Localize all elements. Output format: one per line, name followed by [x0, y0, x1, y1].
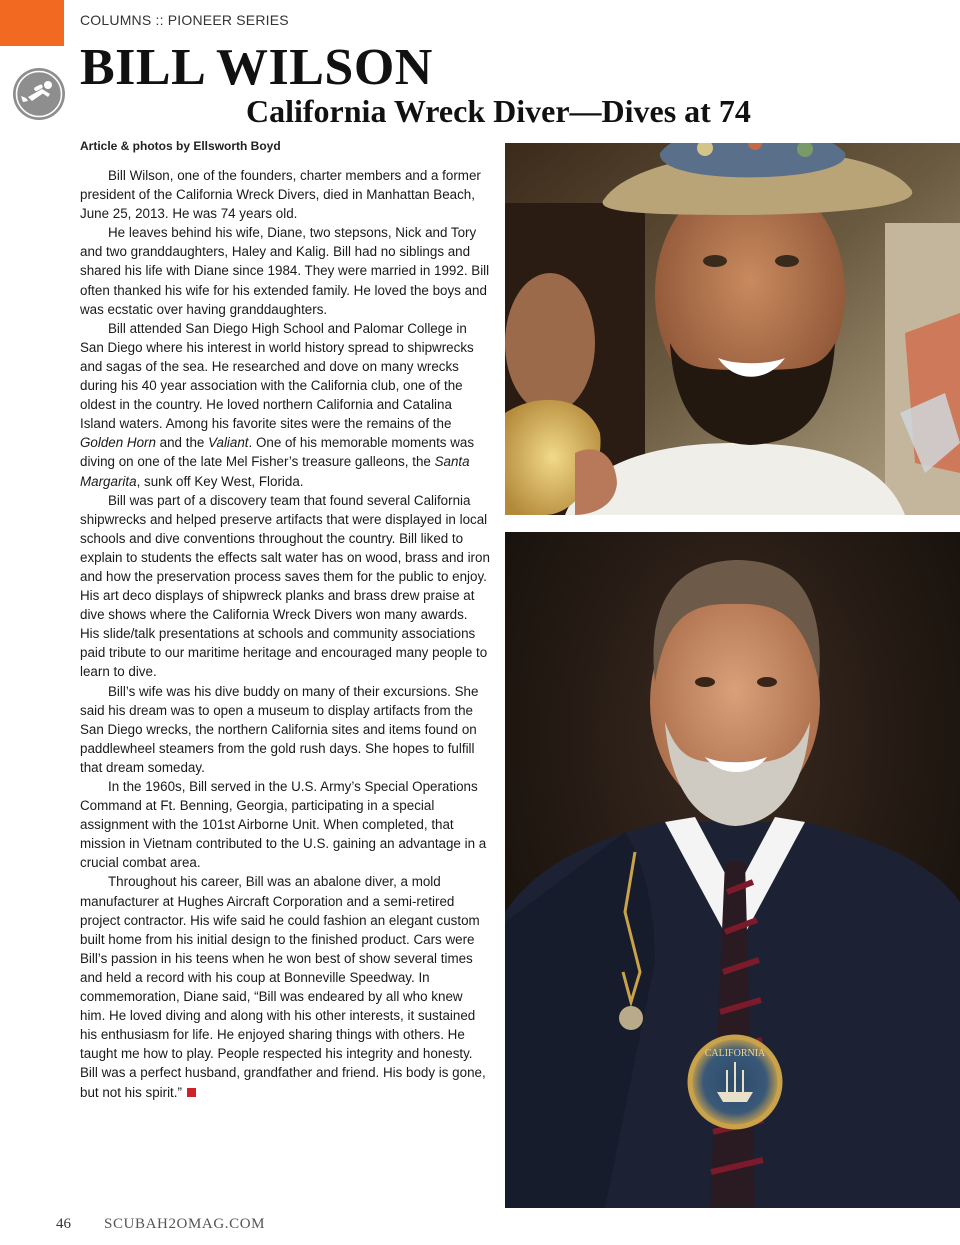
page-number: 46 [56, 1216, 71, 1232]
end-of-article-mark [187, 1088, 196, 1097]
paragraph-6: In the 1960s, Bill served in the U.S. Army’s Special Operations Command at Ft. Benning, Georgia, participating in a special assignment with the 101st Airborne Unit. When completed, that mission in Vietnam contributed to the U.S. gaining an advantage in a crucial combat area. [80, 779, 487, 871]
photo-bill-wilson-blazer [505, 532, 960, 1208]
paragraph-1: Bill Wilson, one of the founders, charter members and a former president of the California Wreck Divers, died in Manhattan Beach, June 25, 2013. He was 74 years old. [80, 168, 481, 222]
santa-margarita-title: Santa Margarita [80, 454, 470, 489]
golden-horn-title: Golden Horn [80, 435, 156, 451]
paragraph-5: Bill’s wife was his dive buddy on many of their excursions. She said his dream was to open a museum to display artifacts from the San Diego wrecks, the northern California sites and items found on paddlewheel steamers from the gold rush days. She hopes to fulfill that dream someday. [80, 683, 479, 775]
article-title: BILL WILSON [80, 39, 433, 96]
paragraph-3: Bill attended San Diego High School and Palomar College in San Diego where his interest in world history spread to shipwrecks and sagas of the sea. He researched and dove on many wrecks during his 40 year association with the California club, one of the oldest in the country. He loved northern California and Catalina Island waters. Among his favorite sites were the remains of the Golden Horn and the Valiant. One of his memorable moments was diving on one of the late Mel Fisher’s treasure galleons, the Santa Margarita, sunk off Key West, Florida. [80, 320, 475, 489]
paragraph-7: Throughout his career, Bill was an abalone diver, a mold manufacturer at Hughes Aircraft Corporation and a semi-retired project contractor. His wife said he could fashion an elegant custom built home from his initial design to the finished product. Cars were Bill’s passion in his teens when he won best of show several times and held a record with his coup at Bonneville Speedway. In commemoration, Diane said, “Bill was endeared by all who knew him. He loved diving and along with his other interests, it sustained his enthusiasm for life. He enjoyed sharing things with others. He taught me how to play. People respected his integrity and honesty. Bill was a perfect husband, grandfather and friend. His body is gone, but not his spirit.” [80, 874, 486, 1100]
valiant-title: Valiant [208, 435, 249, 451]
paragraph-4: Bill was part of a discovery team that found several California shipwrecks and helped preserve artifacts that were displayed in local schools and dive conventions throughout the country. Bill liked to explain to students the effects salt water has on wood, brass and iron and how the preservation process saves them for the public to enjoy. His art deco displays of shipwreck planks and brass drew praise at dive shows where the California Wreck Divers won many awards. His slide/talk presentations at schools and community associations paid tribute to our maritime heritage and encouraged many people to learn to dive. [80, 492, 490, 680]
article-subtitle: California Wreck Diver—Dives at 74 [246, 93, 751, 129]
diver-icon [12, 67, 66, 121]
footer-site-url[interactable]: SCUBAH2OMAG.COM [104, 1216, 266, 1232]
photo-bill-wilson-hat [505, 143, 960, 515]
article-body [80, 166, 490, 1102]
byline: Article & photos by Ellsworth Boyd [80, 139, 281, 153]
paragraph-2: He leaves behind his wife, Diane, two stepsons, Nick and Tory and two granddaughters, Haley and Kalig. Bill had no siblings and shared his life with Diane since 1984. They were married in 1992. Bill often thanked his wife for his extended family. He loved the boys and was ecstatic over having granddaughters. [80, 225, 490, 317]
section-color-tab [0, 0, 64, 46]
badge-text: CALIFORNIA [704, 1048, 766, 1059]
section-label: COLUMNS :: PIONEER SERIES [80, 12, 289, 28]
